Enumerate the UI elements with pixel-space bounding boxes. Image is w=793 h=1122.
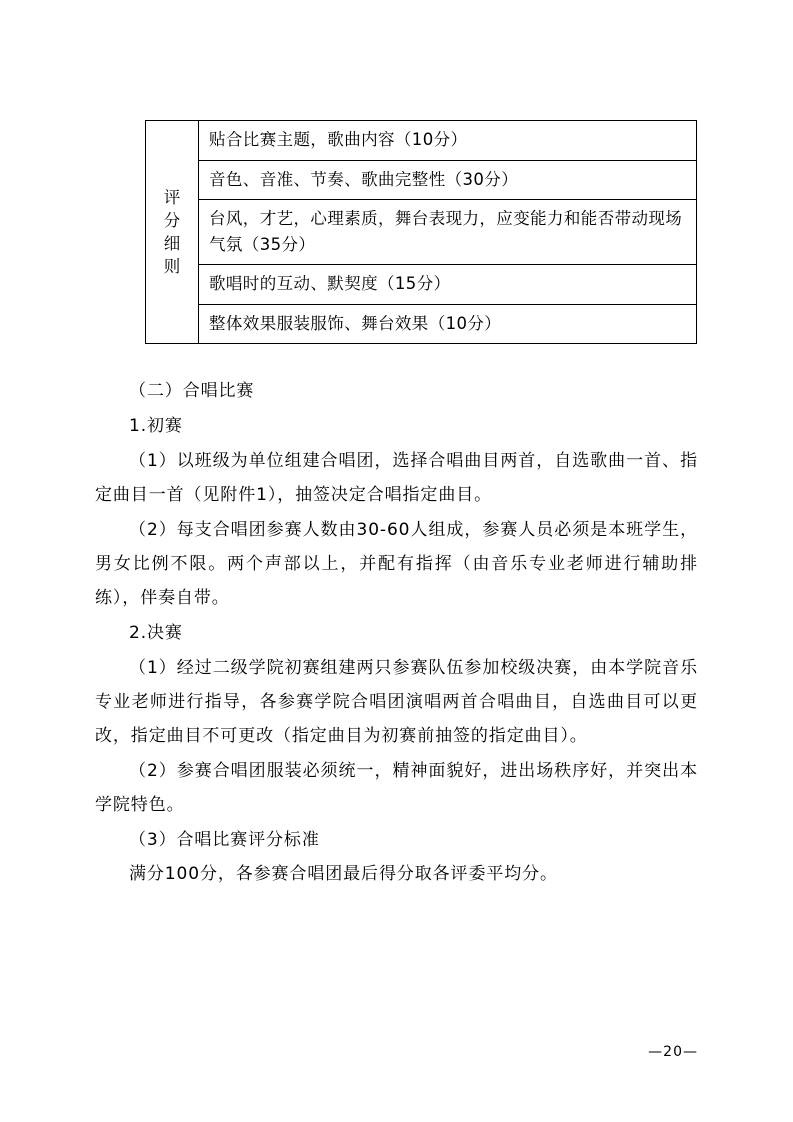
table-cell-criterion-3: 台风，才艺，心理素质，舞台表现力，应变能力和能否带动现场气氛（35分）: [199, 200, 697, 265]
para-prelim-1: （1）以班级为单位组建合唱团，选择合唱曲目两首，自选歌曲一首、指定曲目一首（见附件1），抽签决定合唱指定曲目。: [95, 451, 698, 506]
scoring-criteria-table: [145, 120, 697, 344]
table-row: [146, 265, 697, 305]
para-final-4: 满分100分，各参赛合唱团最后得分取各评委平均分。: [129, 864, 558, 885]
page-number: —20—: [648, 1044, 698, 1060]
table-row: [146, 160, 697, 200]
para-final-2: （2）参赛合唱团服装必须统一，精神面貌好，进出场秩序好，并突出本学院特色。: [95, 761, 698, 816]
table-row-label-scoring-criteria: [146, 121, 199, 344]
document-body: [95, 374, 698, 891]
table-row: [146, 121, 697, 161]
para-prelim-2: （2）每支合唱团参赛人数由30-60人组成，参赛人员必须是本班学生，男女比例不限。两个声部以上，并配有指挥（由音乐专业老师进行辅助排练），伴奏自带。: [95, 520, 698, 609]
label-char-3: 细: [163, 234, 181, 254]
table-cell-criterion-1: 贴合比赛主题，歌曲内容（10分）: [199, 121, 697, 161]
label-char-4: 则: [163, 257, 181, 277]
heading-preliminary: 1.初赛: [129, 416, 183, 437]
table-cell-criterion-2: 音色、音准、节奏、歌曲完整性（30分）: [199, 160, 697, 200]
para-final-3: （3）合唱比赛评分标准: [129, 830, 320, 851]
table-row: [146, 304, 697, 344]
table-cell-criterion-4: 歌唱时的互动、默契度（15分）: [199, 265, 697, 305]
heading-chorus: （二）合唱比赛: [129, 381, 255, 402]
table-cell-criterion-5: 整体效果服装服饰、舞台效果（10分）: [199, 304, 697, 344]
heading-final: 2.决赛: [129, 623, 183, 644]
table-row: [146, 200, 697, 265]
label-char-1: 评: [163, 188, 181, 207]
para-final-1: （1）经过二级学院初赛组建两只参赛队伍参加校级决赛，由本学院音乐专业老师进行指导，各参赛学院合唱团演唱两首合唱曲目，自选曲目可以更改，指定曲目不可更改（指定曲目为初赛前抽签的指定曲目）。: [95, 658, 698, 747]
label-char-2: 分: [163, 211, 181, 231]
